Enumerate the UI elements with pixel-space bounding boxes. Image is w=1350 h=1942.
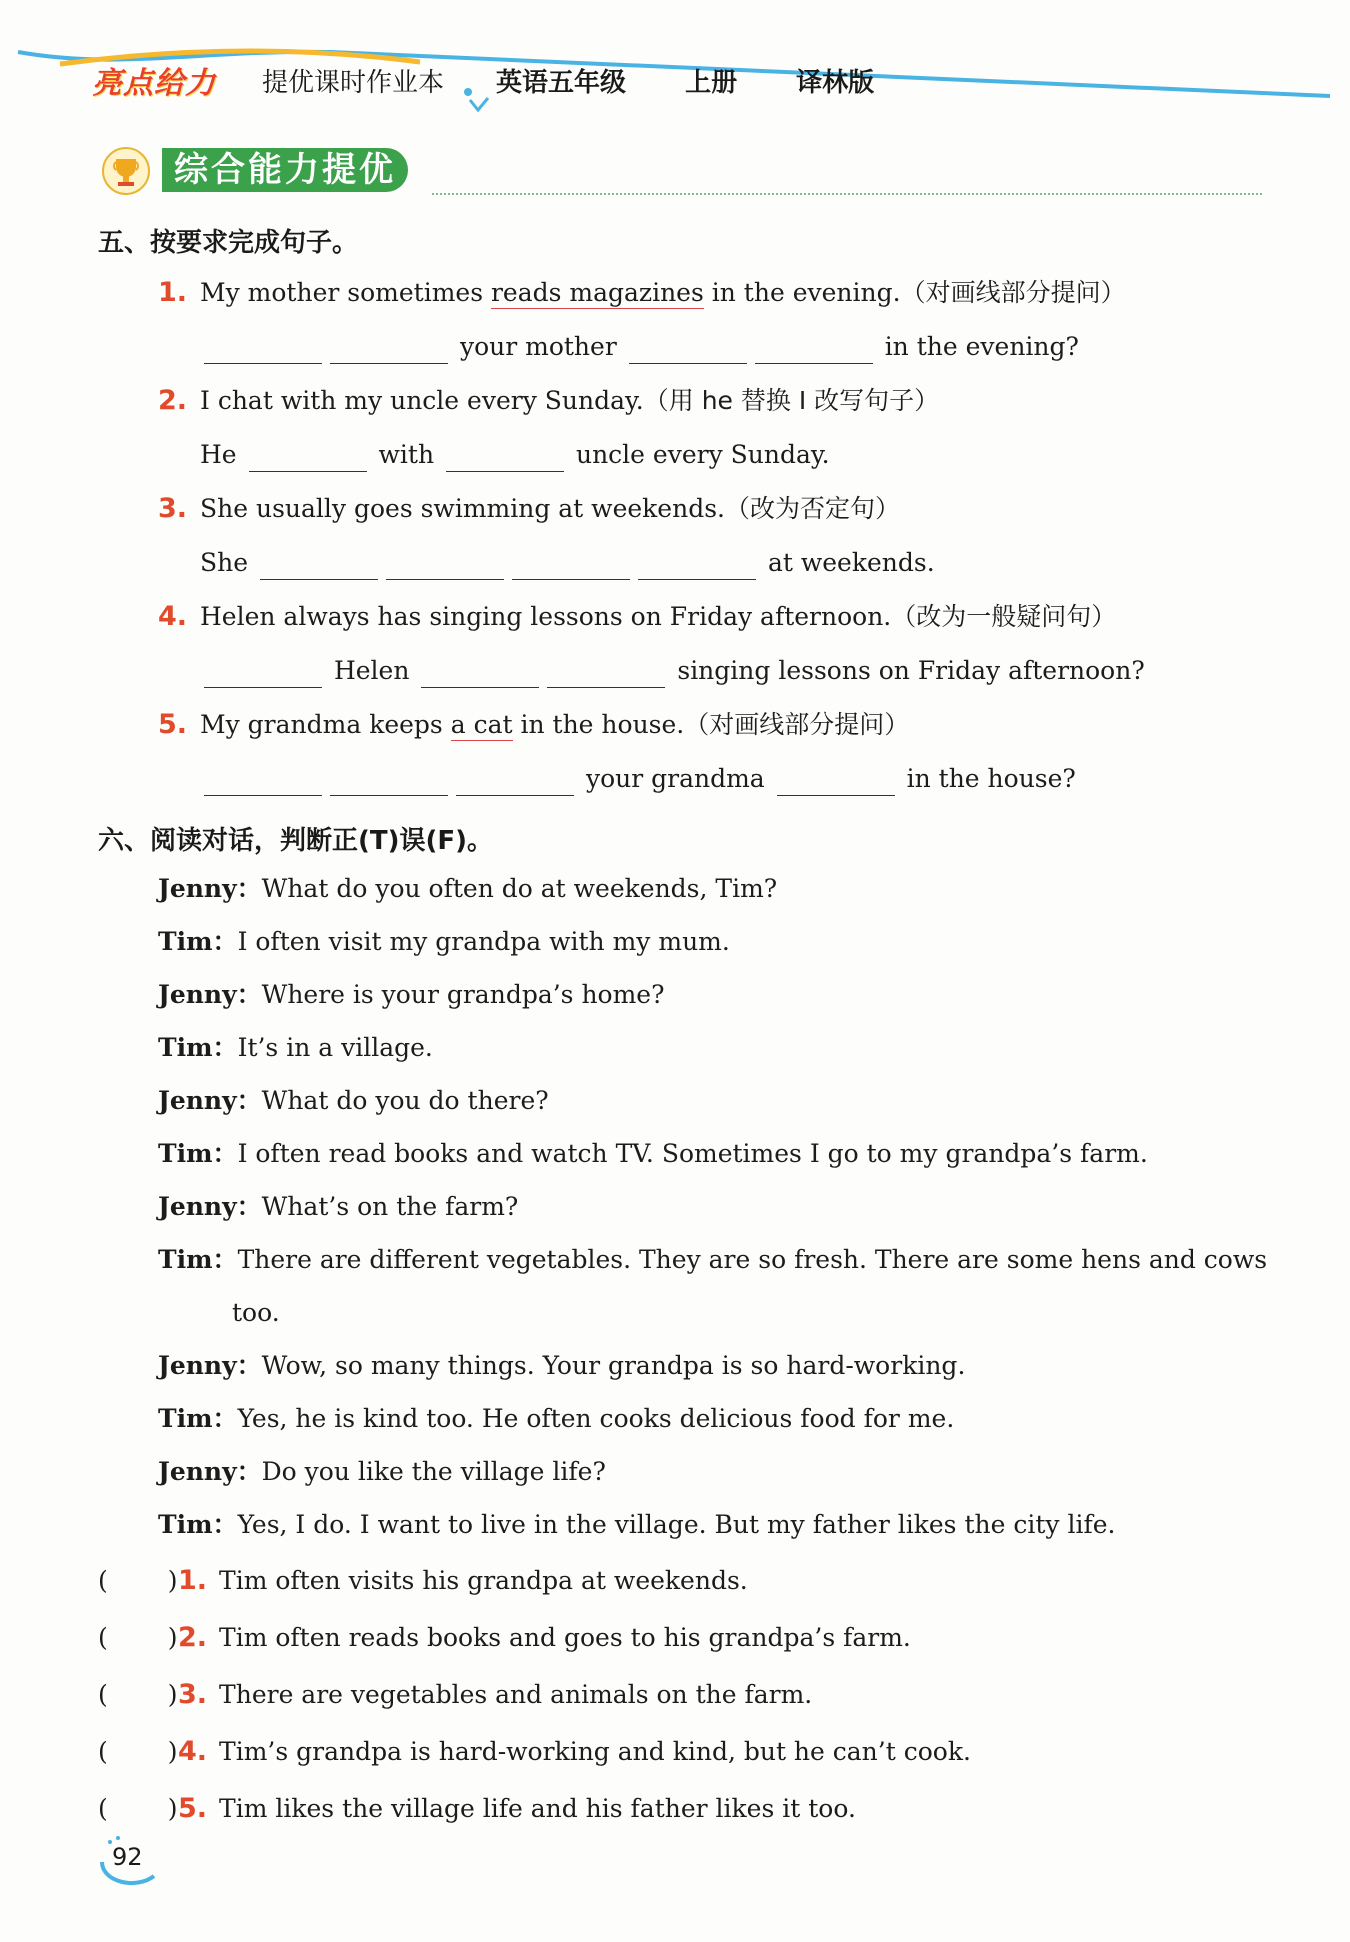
answer-blank[interactable]: [330, 769, 448, 796]
answer-blank[interactable]: [629, 337, 747, 364]
answer-blank[interactable]: [204, 337, 322, 364]
answer-blank[interactable]: [777, 769, 895, 796]
question-number: 1.: [178, 1565, 208, 1596]
answer-parentheses[interactable]: ( ): [98, 1566, 178, 1595]
speaker: Jenny：: [158, 1351, 262, 1380]
volume-label: 上册: [685, 68, 738, 98]
dialogue-line: Jenny：Where is your grandpa’s home?: [158, 980, 665, 1009]
answer-blank[interactable]: [456, 769, 574, 796]
banner-divider: [432, 193, 1262, 195]
q5-5: 5. My grandma keeps a cat in the house.（对画线部分提问）: [158, 709, 910, 740]
dialogue-line: Jenny：What do you do there?: [158, 1086, 549, 1115]
answer-blank[interactable]: [330, 337, 448, 364]
subject-label: 英语五年级: [496, 68, 627, 98]
trophy-icon: [100, 146, 154, 196]
speaker: Tim：: [158, 1510, 238, 1539]
tf-question: ( )4. Tim’s grandpa is hard-working and kind, but he can’t cook.: [98, 1736, 971, 1767]
a5-2: He with uncle every Sunday.: [200, 438, 830, 472]
answer-blank[interactable]: [421, 661, 539, 688]
underlined-phrase: reads magazines: [490, 278, 704, 307]
answer-blank[interactable]: [446, 445, 564, 472]
answer-parentheses[interactable]: ( ): [98, 1680, 178, 1709]
instruction: （改为一般疑问句）: [891, 602, 1117, 631]
page-header: [0, 0, 1350, 120]
part6-title: 六、阅读对话，判断正(T)误(F)。: [98, 826, 494, 856]
answer-blank[interactable]: [755, 337, 873, 364]
edition-label: 译林版: [796, 68, 875, 98]
speaker: Tim：: [158, 1245, 238, 1274]
speaker: Tim：: [158, 927, 238, 956]
q5-1: 1. My mother sometimes reads magazines in the evening.（对画线部分提问）: [158, 277, 1126, 308]
a5-3: She at weekends.: [200, 546, 935, 580]
instruction: （改为否定句）: [725, 494, 901, 523]
speaker: Jenny：: [158, 874, 262, 903]
speaker: Jenny：: [158, 1457, 262, 1486]
a5-4: Helen singing lessons on Friday afternoon?: [200, 654, 1145, 688]
answer-blank[interactable]: [249, 445, 367, 472]
a5-1: your mother in the evening?: [200, 330, 1079, 364]
speaker: Jenny：: [158, 1192, 262, 1221]
question-number: 3.: [158, 493, 188, 524]
underlined-phrase: a cat: [450, 710, 513, 739]
answer-blank[interactable]: [204, 769, 322, 796]
dialogue-line: Tim：There are different vegetables. They are so fresh. There are some hens and cows: [158, 1245, 1268, 1274]
tf-question: ( )2. Tim often reads books and goes to his grandpa’s farm.: [98, 1622, 911, 1653]
dialogue-line: Tim：It’s in a village.: [158, 1033, 433, 1062]
speaker: Jenny：: [158, 1086, 262, 1115]
question-number: 2.: [158, 385, 188, 416]
question-number: 5.: [158, 709, 188, 740]
question-number: 1.: [158, 277, 188, 308]
question-number: 5.: [178, 1793, 208, 1824]
tf-question: ( )5. Tim likes the village life and his father likes it too.: [98, 1793, 856, 1824]
answer-blank[interactable]: [260, 553, 378, 580]
speaker: Tim：: [158, 1033, 238, 1062]
tf-question: ( )3. There are vegetables and animals on the farm.: [98, 1679, 813, 1710]
dialogue-line: Tim：Yes, he is kind too. He often cooks delicious food for me.: [158, 1404, 955, 1433]
dialogue-line: Tim：I often read books and watch TV. Sometimes I go to my grandpa’s farm.: [158, 1139, 1148, 1168]
book-info: [496, 62, 904, 99]
brand-logo: 亮点给力: [92, 66, 216, 101]
question-number: 4.: [158, 601, 188, 632]
answer-blank[interactable]: [547, 661, 665, 688]
answer-blank[interactable]: [204, 661, 322, 688]
instruction: （对画线部分提问）: [684, 710, 910, 739]
dialogue-line: Jenny：Wow, so many things. Your grandpa is so hard-working.: [158, 1351, 966, 1380]
question-number: 3.: [178, 1679, 208, 1710]
q5-3: 3. She usually goes swimming at weekends.（改为否定句）: [158, 493, 901, 524]
tf-question: ( )1. Tim often visits his grandpa at weekends.: [98, 1565, 748, 1596]
q5-2: 2. I chat with my uncle every Sunday.（用 he 替换 I 改写句子）: [158, 385, 940, 416]
q5-4: 4. Helen always has singing lessons on Friday afternoon.（改为一般疑问句）: [158, 601, 1117, 632]
page-number: 92: [112, 1843, 143, 1871]
dialogue-line: Tim：Yes, I do. I want to live in the village. But my father likes the city life.: [158, 1510, 1116, 1539]
question-number: 2.: [178, 1622, 208, 1653]
answer-parentheses[interactable]: ( ): [98, 1794, 178, 1823]
a5-5: your grandma in the house?: [200, 762, 1076, 796]
answer-parentheses[interactable]: ( ): [98, 1623, 178, 1652]
answer-blank[interactable]: [512, 553, 630, 580]
question-number: 4.: [178, 1736, 208, 1767]
speaker: Jenny：: [158, 980, 262, 1009]
answer-blank[interactable]: [638, 553, 756, 580]
dialogue-line: Tim：I often visit my grandpa with my mum.: [158, 927, 730, 956]
part5-title: 五、按要求完成句子。: [98, 228, 359, 258]
answer-blank[interactable]: [386, 553, 504, 580]
speaker: Tim：: [158, 1404, 238, 1433]
speaker: Tim：: [158, 1139, 238, 1168]
dialogue-line: Jenny：What’s on the farm?: [158, 1192, 519, 1221]
dialogue-line: Jenny：What do you often do at weekends, Tim?: [158, 874, 778, 903]
dialogue-line: Jenny：Do you like the village life?: [158, 1457, 606, 1486]
section-banner-label: 综合能力提优: [162, 148, 408, 192]
instruction: （对画线部分提问）: [900, 278, 1126, 307]
dialogue-continuation: too.: [232, 1298, 280, 1327]
series-title: 提优课时作业本: [262, 68, 445, 98]
instruction: （用 he 替换 I 改写句子）: [643, 386, 940, 415]
answer-parentheses[interactable]: ( ): [98, 1737, 178, 1766]
